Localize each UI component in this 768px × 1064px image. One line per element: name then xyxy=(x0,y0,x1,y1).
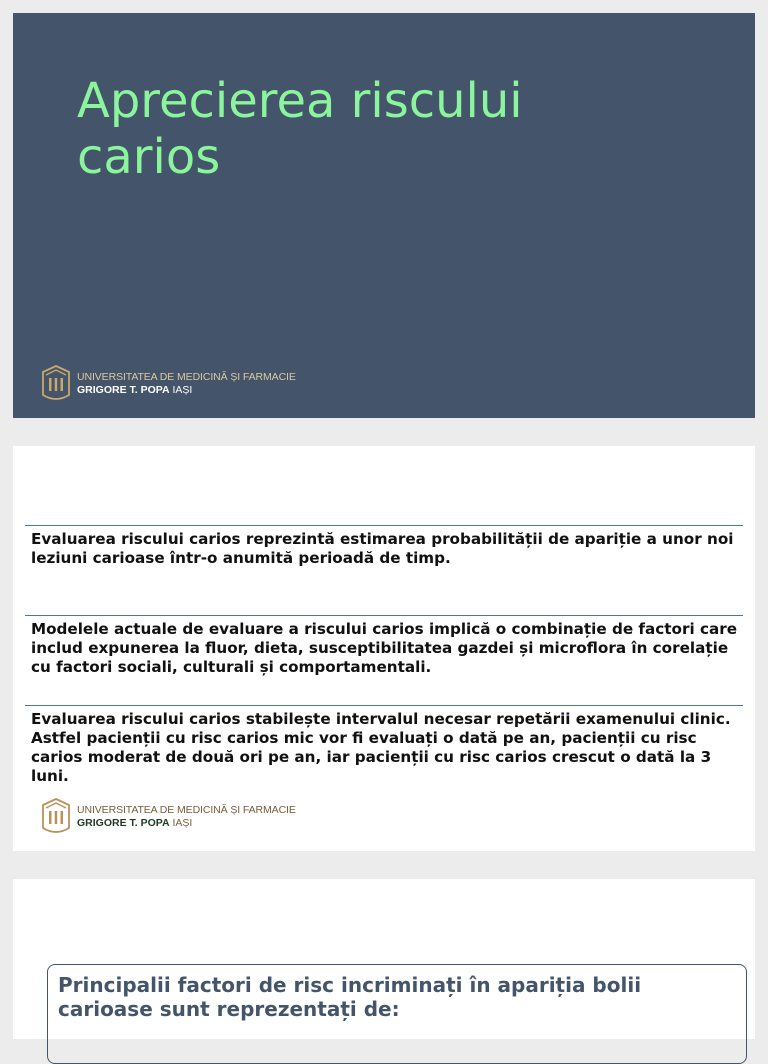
logo-university-name: UNIVERSITATEA DE MEDICINĂ ȘI FARMACIE xyxy=(77,371,296,383)
content-slide xyxy=(13,446,755,851)
slide-title: Aprecierea riscului carios xyxy=(77,73,523,185)
logo-name-bold: GRIGORE T. POPA xyxy=(77,384,170,396)
box-title: Principalii factori de risc incriminați în apariția bolii carioase sunt reprezentați de: xyxy=(58,973,642,1021)
title-slide xyxy=(13,13,755,418)
logo-university-name: UNIVERSITATEA DE MEDICINĂ ȘI FARMACIE xyxy=(77,804,296,816)
university-logo xyxy=(41,798,296,836)
logo-city: IAȘI xyxy=(169,817,193,829)
logo-city: IAȘI xyxy=(169,384,193,396)
paragraph-3: Evaluarea riscului carios stabilește intervalul necesar repetării examenului clinic. Astfel pacienții cu risc carios mic vor fi evaluați o dată pe an, pacienții cu risc carios moderat de două ori pe an, iar pacienții cu risc carios crescut o dată la 3 luni. xyxy=(25,705,743,786)
university-crest-icon xyxy=(41,798,71,836)
risk-factors-slide xyxy=(13,879,755,1039)
risk-factors-box xyxy=(47,964,747,1064)
university-crest-icon xyxy=(41,365,71,403)
paragraph-1: Evaluarea riscului carios reprezintă estimarea probabilității de apariție a unor noi leziuni carioase într-o anumită perioadă de timp. xyxy=(25,525,743,568)
logo-name-bold: GRIGORE T. POPA xyxy=(77,817,170,829)
paragraph-2: Modelele actuale de evaluare a riscului carios implică o combinație de factori care includ expunerea la fluor, dieta, susceptibilitatea gazdei și microflora în corelație cu factori sociali, culturali și comportamentali. xyxy=(25,615,743,677)
university-logo xyxy=(41,365,296,403)
